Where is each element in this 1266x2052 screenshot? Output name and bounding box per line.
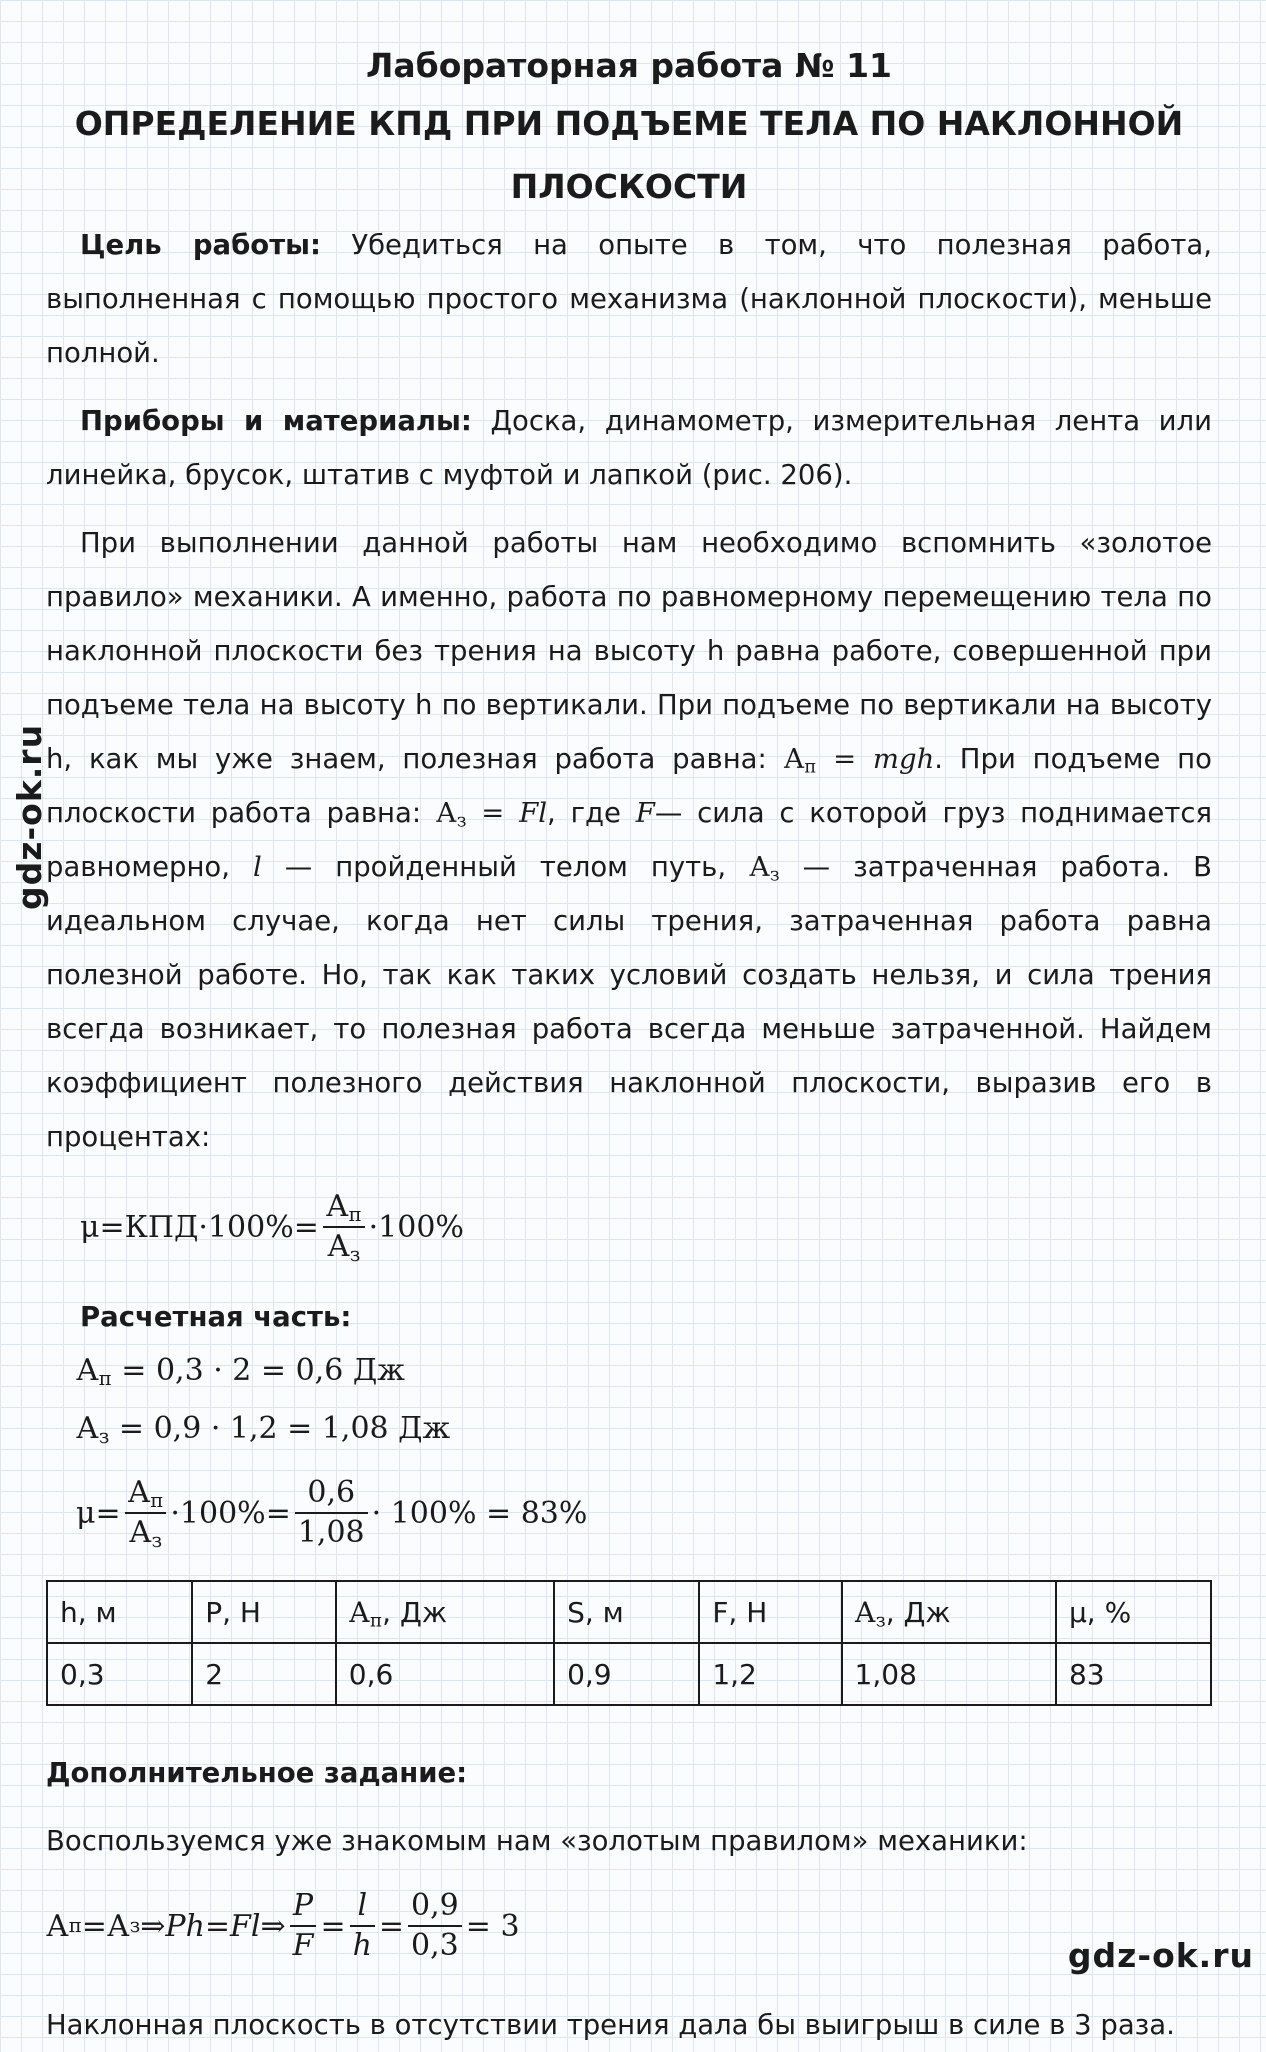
theory-text-1: При выполнении данной работы нам необходимо вспомнить «золотое правило» механики. А именно, работа по равномерному перемещению тела по наклонной плоскости без трения на высоту h равна работе, совершенной при подъеме тела на высоту h по вертикали. При подъеме по вертикали на высоту h, как мы уже знаем, полезная работа равна: (46, 527, 1212, 775)
watermark-side: gdz-ok.ru (10, 723, 49, 910)
table-cell: 83 (1056, 1643, 1211, 1705)
page-content (46, 40, 1212, 2052)
table-cell: 2 (192, 1643, 336, 1705)
equipment-paragraph (46, 394, 1212, 502)
theory-text-4: — сила с которой груз поднимается равномерно, (46, 797, 1212, 883)
table-header-cell: S, м (554, 1581, 699, 1643)
formula-mgh: mgh (872, 743, 935, 775)
equipment-text: Доска, динамометр, измерительная лента или линейка, брусок, штатив с муфтой и лапкой (рис. 206). (46, 405, 1212, 491)
symbol-l: l (252, 851, 262, 883)
table-cell: 0,6 (336, 1643, 554, 1705)
table-header-cell: μ, % (1056, 1581, 1211, 1643)
table-cell: 1,08 (842, 1643, 1056, 1705)
symbol-f: F (635, 797, 655, 829)
table-header-cell: $А_п$, Дж (336, 1581, 554, 1643)
page-title: Лабораторная работа № 11 (365, 46, 893, 85)
theory-text-2: . При подъеме по плоскости работа равна: (46, 743, 1212, 829)
theory-text-5: — пройденный телом путь, (261, 851, 750, 883)
calc-useful-work: $А_п = 0,3 \cdot 2 = 0,6$ Дж (76, 1353, 405, 1390)
calc-spent-work: $А_з = 0,9 \cdot 1,2 = 1,08$ Дж (76, 1411, 451, 1448)
calc-efficiency: μ = $\frac{А_п}{А_з}$ · 100% = $\frac{0,6}{1,08}$ · 100% = 83% (76, 1475, 588, 1552)
table-header-cell: P, Н (192, 1581, 336, 1643)
goal-text: Убедиться на опыте в том, что полезная работа, выполненная с помощью простого механизма (наклонной плоскости), меньше полной. (46, 229, 1212, 369)
calc-heading: Расчетная часть: (80, 1301, 352, 1333)
equals-sign: = (466, 797, 520, 829)
efficiency-formula: μ = КПД · 100% = $\frac{А_п}{А_з}$ · 100% (80, 1189, 464, 1266)
goal-paragraph (46, 218, 1212, 380)
formula-fl: Fl (519, 797, 548, 829)
table-header-cell: F, Н (699, 1581, 841, 1643)
spent-work-symbol: $А_з$ (435, 797, 467, 832)
work-ratio-fraction: $\frac{А_п}{А_з}$ (323, 1188, 365, 1266)
results-table (46, 1580, 1212, 1706)
spent-work-symbol: $А_з$ (749, 851, 780, 886)
extra-heading: Дополнительное задание: (46, 1757, 468, 1789)
table-row (47, 1643, 1211, 1705)
theory-paragraph (46, 516, 1212, 1164)
extra-conclusion: Наклонная плоскость в отсутствии трения дала бы выигрыш в силе в 3 раза. (46, 2009, 1175, 2041)
table-header-row (47, 1581, 1211, 1643)
equals-sign: = (816, 743, 873, 775)
table-cell: 1,2 (699, 1643, 841, 1705)
goal-label: Цель работы: (80, 229, 321, 261)
equipment-label: Приборы и материалы: (80, 405, 472, 437)
theory-text-6: — затраченная работа. В идеальном случае, когда нет силы трения, затраченная работа равна полезной работе. Но, так как таких условий создать нельзя, и сила трения всегда возникает, то полезная работа всегда меньше затраченной. Найдем коэффициент полезного действия наклонной плоскости, выразив его в процентах: (46, 851, 1212, 1153)
page-subtitle: ОПРЕДЕЛЕНИЕ КПД ПРИ ПОДЪЕМЕ ТЕЛА ПО НАКЛОННОЙ ПЛОСКОСТИ (74, 104, 1184, 206)
theory-text-3: , где (547, 797, 636, 829)
extra-formula: А п = А з ⇒ Ph = Fl ⇒ $\frac{P}{F}$ = $\frac{l}{h}$ = $\frac{0,9}{0,3}$ = 3 (46, 1888, 520, 1963)
table-cell: 0,9 (554, 1643, 699, 1705)
useful-work-symbol: $А_п$ (783, 743, 817, 778)
table-header-cell: h, м (47, 1581, 192, 1643)
extra-intro: Воспользуемся уже знакомым нам «золотым правилом» механики: (46, 1825, 1028, 1857)
table-cell: 0,3 (47, 1643, 192, 1705)
watermark-bottom: gdz-ok.ru (1067, 1936, 1254, 1975)
table-header-cell: $А_з$, Дж (842, 1581, 1056, 1643)
